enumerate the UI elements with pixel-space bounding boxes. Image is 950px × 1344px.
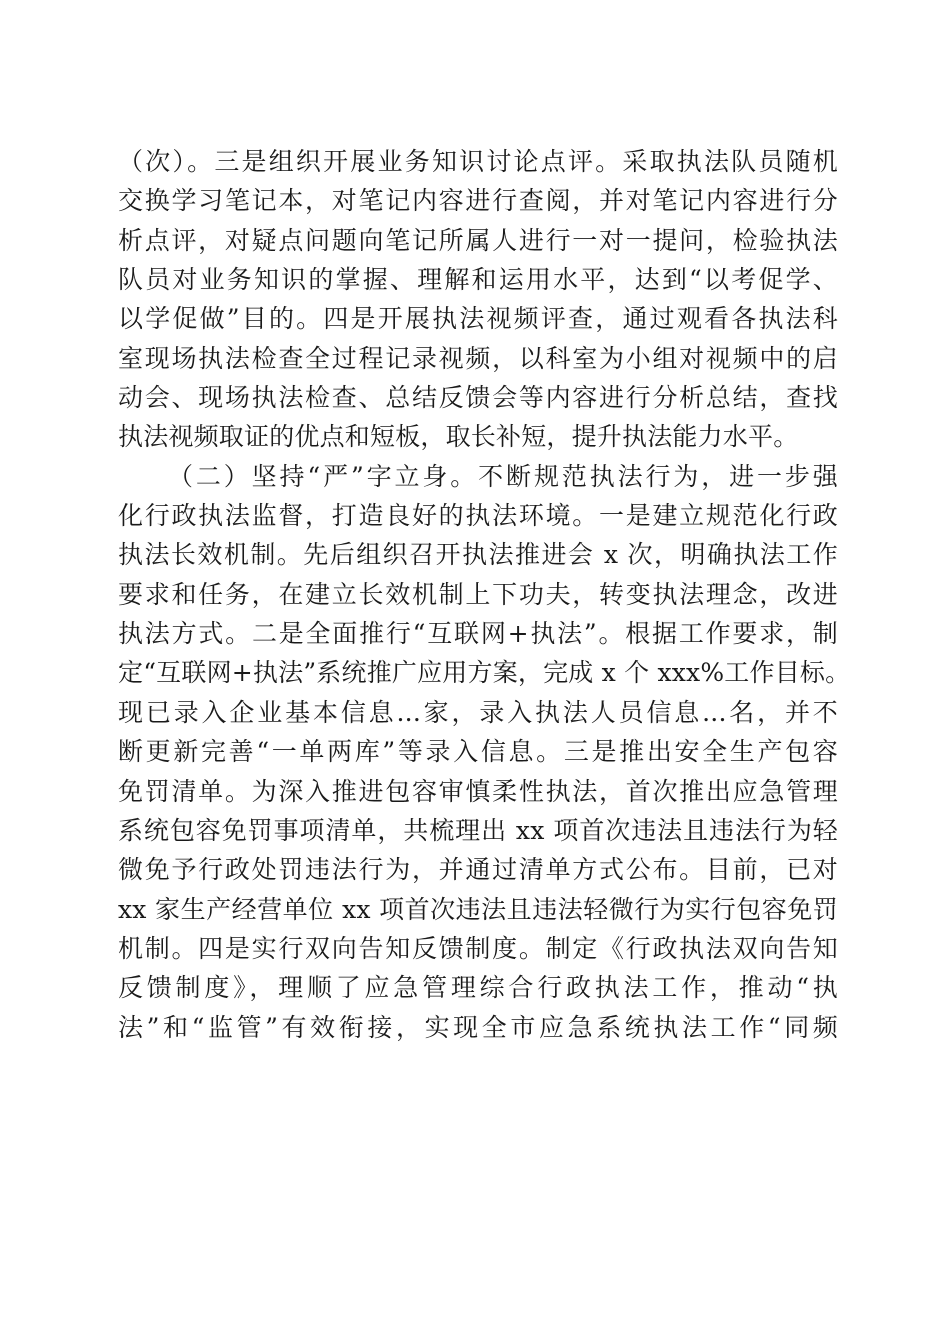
text-line: 析点评，对疑点问题向笔记所属人进行一对一提问，检验执法 — [118, 225, 838, 255]
text-line: 室现场执法检查全过程记录视频，以科室为小组对视频中的启 — [118, 343, 838, 373]
section-heading-line: （二）坚持“严”字立身。不断规范执法行为，进一步强 — [168, 461, 838, 491]
text-line: 执法视频取证的优点和短板，取长补短，提升执法能力水平。 — [118, 422, 799, 452]
text-line: 免罚清单。为深入推进包容审慎柔性执法，首次推出应急管理 — [118, 776, 838, 806]
text-line: 机制。四是实行双向告知反馈制度。制定《行政执法双向告知 — [118, 933, 838, 963]
text-line: 执法长效机制。先后组织召开执法推进会 x 次，明确执法工作 — [118, 540, 838, 570]
text-line: （次）。三是组织开展业务知识讨论点评。采取执法队员随机 — [118, 147, 838, 176]
document-body — [118, 144, 851, 1049]
text-line: 现已录入企业基本信息...家，录入执法人员信息...名，并不 — [118, 697, 838, 727]
text-line: 法”和“监管”有效衔接，实现全市应急系统执法工作“同频 — [118, 1012, 838, 1042]
text-line: 定“互联网+执法”系统推广应用方案，完成 x 个 xxx%工作目标。 — [118, 658, 851, 688]
text-line: 要求和任务，在建立长效机制上下功夫，转变执法理念，改进 — [118, 579, 838, 609]
text-line: 执法方式。二是全面推行“互联网+执法”。根据工作要求，制 — [118, 619, 838, 649]
text-line: 系统包容免罚事项清单，共梳理出 xx 项首次违法且违法行为轻 — [118, 815, 838, 845]
text-line: xx 家生产经营单位 xx 项首次违法且违法轻微行为实行包容免罚 — [118, 894, 838, 924]
text-line: 反馈制度》，理顺了应急管理综合行政执法工作，推动“执 — [118, 973, 838, 1003]
text-line: 以学促做”目的。四是开展执法视频评查，通过观看各执法科 — [118, 304, 838, 334]
text-line: 微免予行政处罚违法行为，并通过清单方式公布。目前，已对 — [118, 855, 838, 885]
text-line: 断更新完善“一单两库”等录入信息。三是推出安全生产包容 — [118, 737, 838, 767]
text-line: 动会、现场执法检查、总结反馈会等内容进行分析总结，查找 — [118, 383, 838, 413]
text-line: 交换学习笔记本，对笔记内容进行查阅，并对笔记内容进行分 — [118, 186, 838, 216]
text-line: 化行政执法监督，打造良好的执法环境。一是建立规范化行政 — [118, 501, 838, 531]
text-line: 队员对业务知识的掌握、理解和运用水平，达到“以考促学、 — [118, 265, 838, 295]
